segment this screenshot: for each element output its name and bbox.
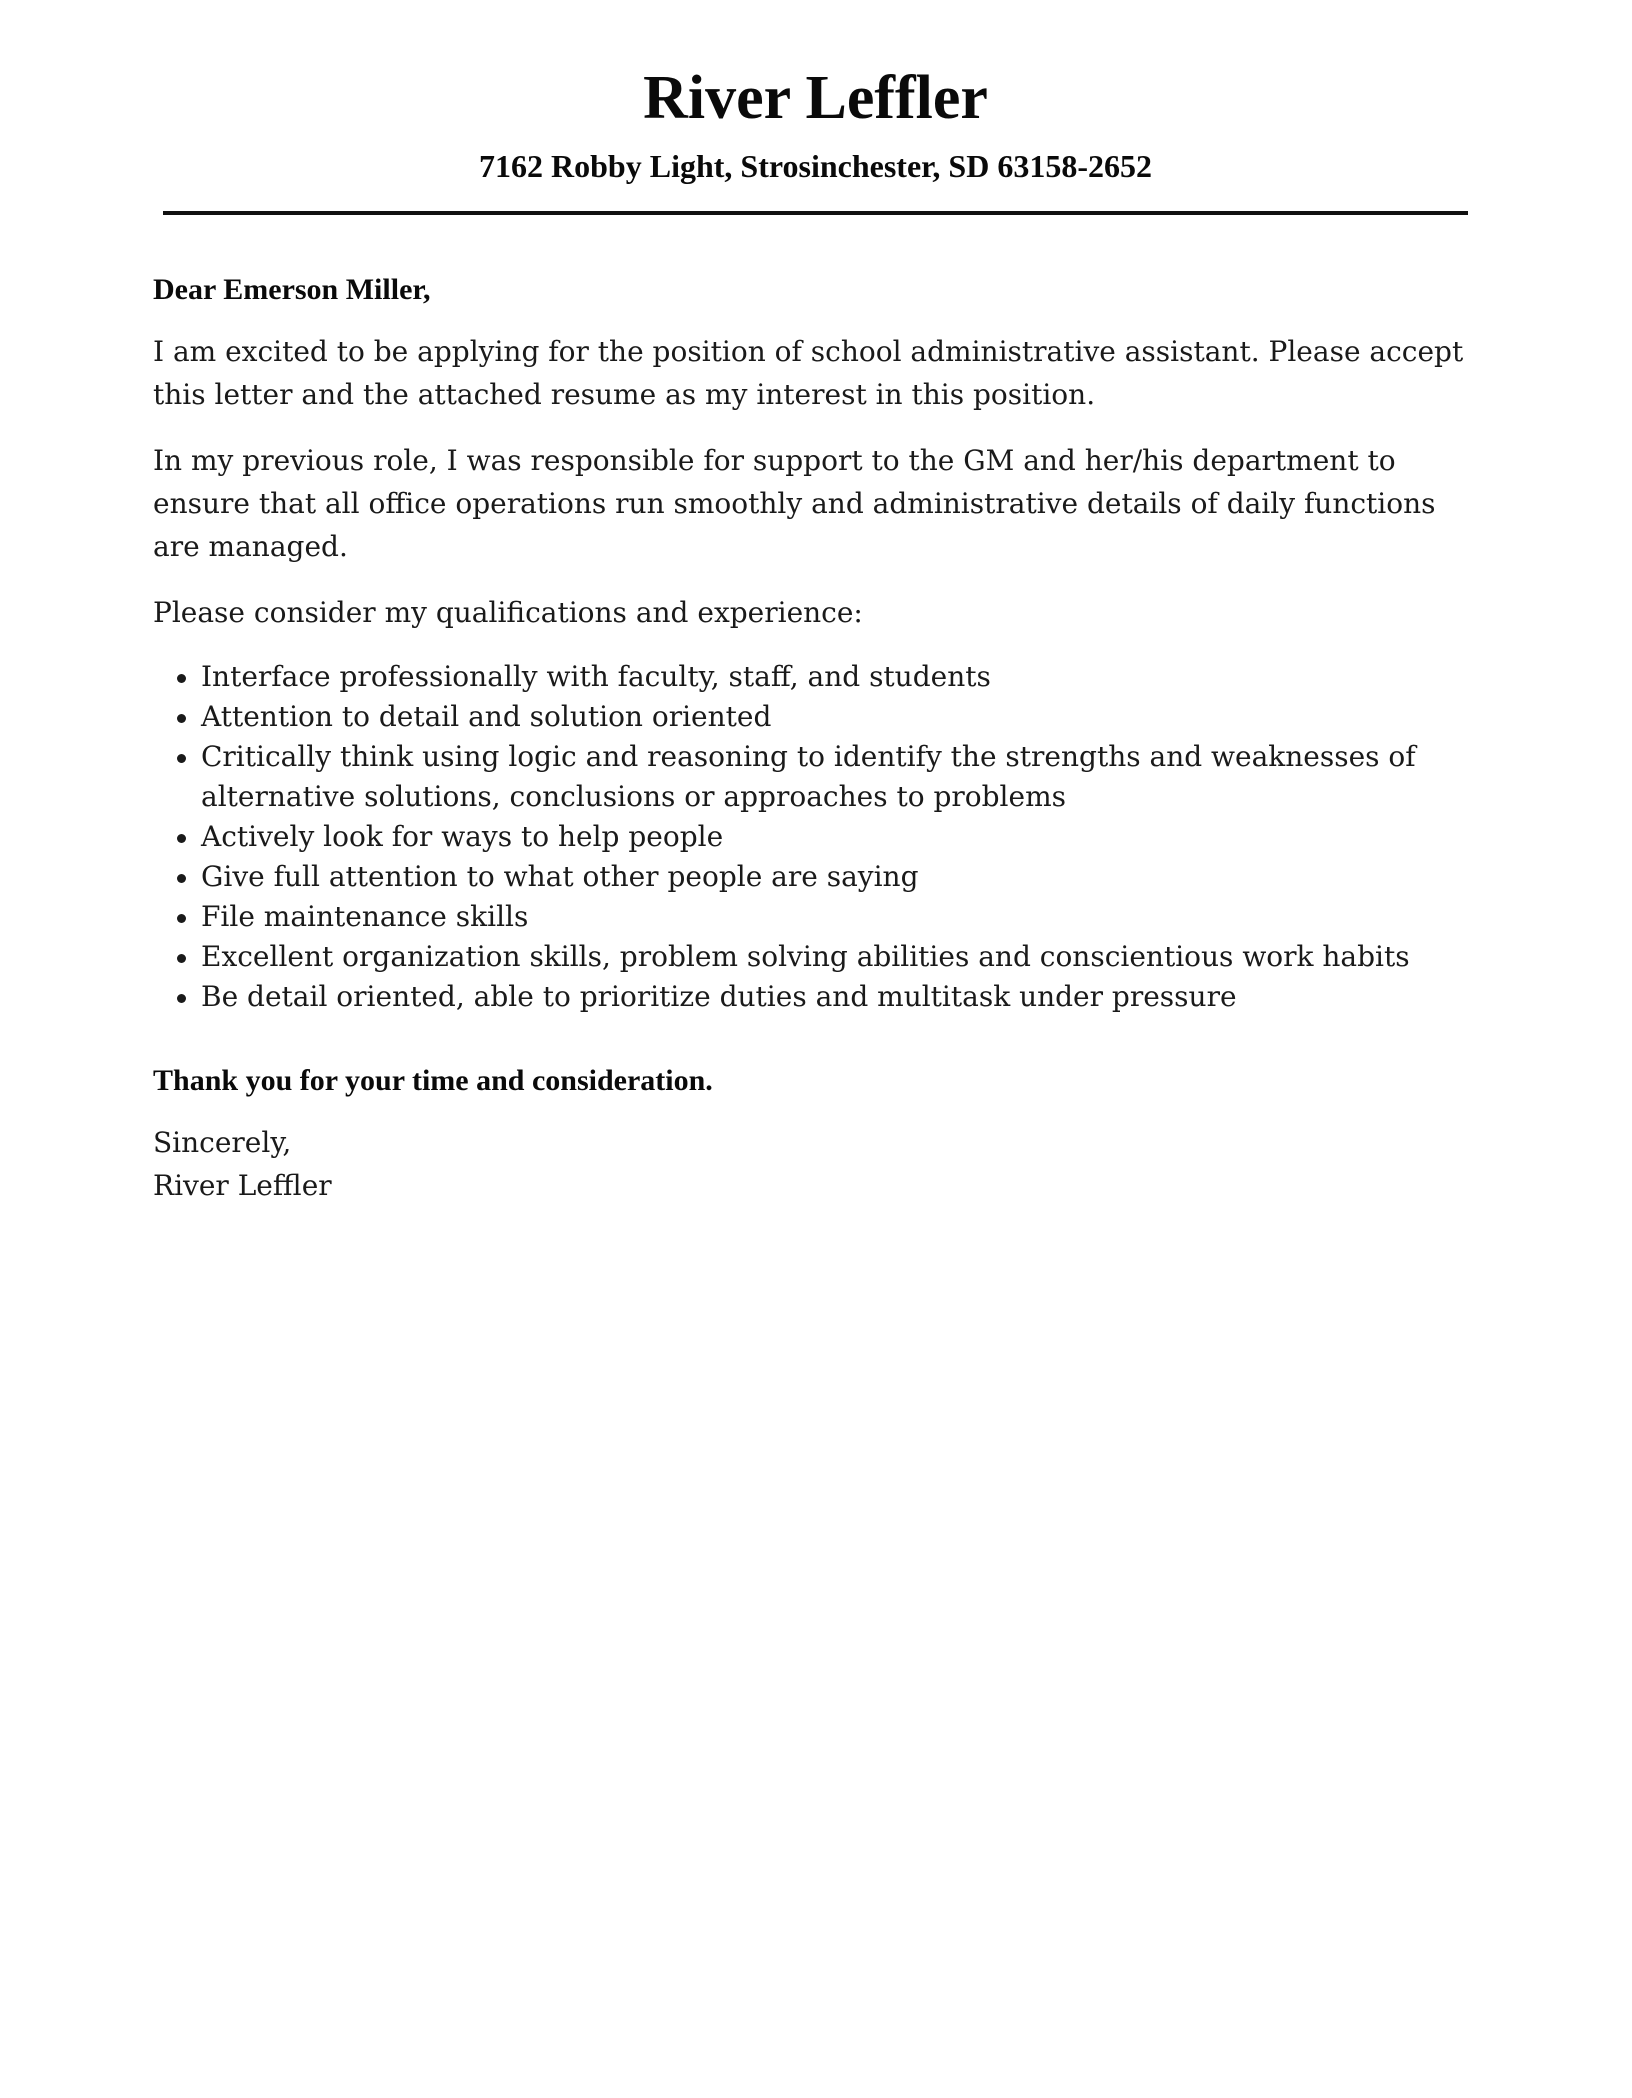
- bullet-icon: [177, 914, 186, 923]
- list-item-text: Give full attention to what other people are saying: [201, 860, 919, 893]
- experience-paragraph: In my previous role, I was responsible for support to the GM and her/his department to ensure that all office operations run smoothly and administrative details of daily functions are managed.: [153, 444, 1436, 563]
- list-item: [153, 657, 1473, 697]
- letter-header: [163, 60, 1468, 184]
- qualifications-lead: Please consider my qualifications and experience:: [153, 596, 863, 629]
- list-item-text: Excellent organization skills, problem solving abilities and conscientious work habits: [201, 940, 1410, 973]
- bullet-icon: [177, 674, 186, 683]
- list-item-text: Critically think using logic and reasoning to identify the strengths and weaknesses of alternative solutions, conclusions or approaches to problems: [201, 740, 1416, 813]
- bullet-icon: [177, 754, 186, 763]
- list-item-text: File maintenance skills: [201, 900, 529, 933]
- letter-body: [153, 270, 1473, 1207]
- bullet-icon: [177, 954, 186, 963]
- bullet-icon: [177, 714, 186, 723]
- thanks-line: Thank you for your time and consideration.: [153, 1064, 713, 1097]
- bullet-icon: [177, 874, 186, 883]
- qualifications-list: [153, 657, 1473, 1017]
- list-item-text: Interface professionally with faculty, staff, and students: [201, 660, 991, 693]
- header-divider: [163, 211, 1468, 215]
- list-item: [153, 937, 1473, 977]
- list-item: [153, 977, 1473, 1017]
- list-item: [153, 817, 1473, 857]
- list-item: [153, 697, 1473, 737]
- closing: Sincerely,: [153, 1126, 292, 1159]
- list-item: [153, 737, 1473, 817]
- list-item-text: Actively look for ways to help people: [201, 820, 724, 853]
- sender-address: 7162 Robby Light, Strosinchester, SD 63158-2652: [479, 148, 1152, 184]
- intro-paragraph: I am excited to be applying for the position of school administrative assistant. Please accept this letter and the attached resume as my interest in this position.: [153, 335, 1464, 411]
- list-item: [153, 857, 1473, 897]
- bullet-icon: [177, 834, 186, 843]
- bullet-icon: [177, 994, 186, 1003]
- sender-name: River Leffler: [643, 64, 988, 132]
- list-item-text: Attention to detail and solution oriented: [201, 700, 772, 733]
- list-item: [153, 897, 1473, 937]
- signature: River Leffler: [153, 1169, 332, 1202]
- salutation: Dear Emerson Miller,: [153, 273, 431, 306]
- list-item-text: Be detail oriented, able to prioritize duties and multitask under pressure: [201, 980, 1237, 1013]
